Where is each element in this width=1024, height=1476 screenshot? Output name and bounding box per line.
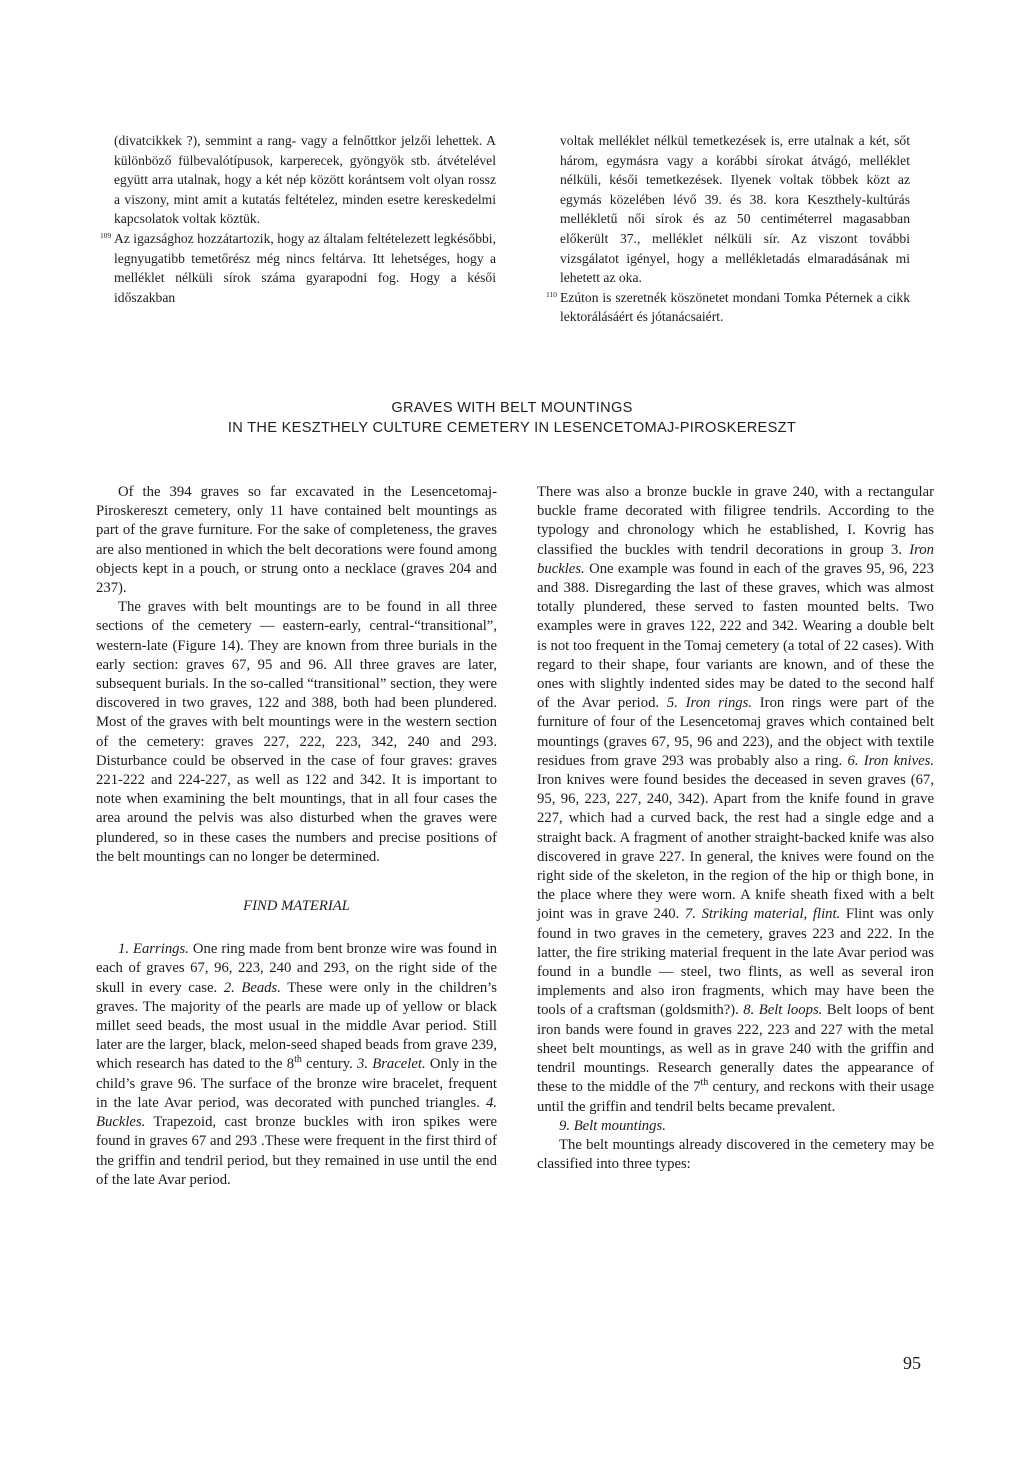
footnote-number: 110: [546, 289, 557, 299]
paragraph-finds-continued: There was also a bronze buckle in grave 240, with a rectangular buckle frame decorated with filigree tendrils. According to the typology and chronology which he established, I. Kovrig has classified the buckles with tendril decorations in group 3. Iron buckles. One example was found in each of the graves 95, 96, 223 and 388. Disregarding the last of these graves, which was almost totally plundered, these served to fasten mounted belts. Two examples were in graves 122, 222 and 342. Wearing a double belt is not too frequent in the Tomaj cemetery (a total of 22 cases). With regard to their shape, four variants are known, and of these the ones with slightly indented sides may be dated to the second half of the Avar period. 5. Iron rings. Iron rings were part of the furniture of four of the Lesencetomaj graves which contained belt mountings (graves 67, 95, 96 and 223), and the object with textile residues from grave 293 was probably also a ring. 6. Iron knives. Iron knives were found besides the deceased in seven graves (67, 95, 96, 223, 227, 240, 342). Apart from the knife found in grave 227, which had a curved back, the rest had a single edge and a straight back. A fragment of another straight-backed knife was also discovered in grave 227. In general, the knives were found on the right side of the skeleton, in the region of the hip or thigh bone, in the place where they were worn. A knife sheath fixed with a belt joint was in grave 240. 7. Striking material, flint. Flint was only found in two graves in the cemetery, graves 223 and 222. In the latter, the fire striking material frequent in the late Avar period was found in a bundle — steel, two flints, as well as several iron implements and also iron fragments, which may have been the tools of a craftsman (goldsmith?). 8. Belt loops. Belt loops of bent iron bands were found in graves 222, 223 and 227 with the metal sheet belt mountings, as well as in grave 240 with the griffin and tendril mountings. Research generally dates the appearance of these to the middle of the 7th century, and reckons with their usage until the griffin and tendril belts became prevalent.: [537, 484, 935, 1115]
footnote-number: 109: [100, 230, 112, 240]
item-heading: 3. Bracelet.: [357, 1056, 426, 1073]
item-heading: Iron buckles.: [537, 541, 934, 577]
item-heading: 4. Buckles.: [96, 1094, 497, 1131]
item-heading-belt-mountings: 9. Belt mountings.: [559, 1117, 666, 1134]
item-heading: 5. Iron rings.: [666, 695, 753, 712]
footnote-110: [546, 288, 910, 327]
main-left-column: [96, 483, 497, 1190]
footnote-left-column: [100, 131, 496, 307]
main-right-column: [537, 483, 934, 1174]
footnote-text: Ezúton is szeretnék köszönetet mondani Tomka Péternek a cikk lektorálásáért és jótanácsaiért.: [560, 289, 910, 325]
article-title-line-2: IN THE KESZTHELY CULTURE CEMETERY IN LESENCETOMAJ-PIROSKERESZT: [227, 420, 797, 436]
footnote-text: Az igazsághoz hozzátartozik, hogy az általam feltételezett legkésőbbi, legnyugatibb temetőrész még nincs feltárva. Itt lehetséges, hogy a melléklet nélküli sírok száma gyarapodni fog. Hogy a késői időszakban: [114, 230, 496, 305]
item-heading: 1. Earrings.: [118, 941, 189, 958]
footnote-109: [100, 229, 496, 307]
item-heading: 8. Belt loops.: [743, 1002, 823, 1019]
article-title: [0, 398, 1024, 438]
footnote-108-continuation: (divatcikkek ?), semmint a rang- vagy a felnőttkor jelzői lehettek. A különböző fülbevalótípusok, karperecek, gyöngyök stb. átvételével együtt arra utalnak, hogy a két nép között korántsem volt olyan rossz a viszony, mint amit a kutatás feltételez, minden esetre kereskedelmi kapcsolatok voltak köztük.: [114, 133, 496, 227]
item-heading: 6. Iron knives.: [847, 752, 934, 769]
item-heading: 2. Beads.: [223, 979, 281, 996]
item-heading: 7. Striking material, flint.: [684, 906, 841, 923]
paragraph-finds: 1. Earrings. One ring made from bent bronze wire was found in each of graves 67, 96, 223, 240 and 293, on the right side of the skull in every case. 2. Beads. These were only in the children’s graves. The majority of the pearls are made up of yellow or black millet seed beads, the most usual in the middle Avar period. Still later are the larger, black, melon-seed shaped beads from grave 239, which research has dated to the 8th century. 3. Bracelet. Only in the child’s grave 96. The surface of the bronze wire bracelet, frequent in the late Avar period, was decorated with punched triangles. 4. Buckles. Trapezoid, cast bronze buckles with iron spikes were found in graves 67 and 293 .These were frequent in the first third of the griffin and tendril period, but they remained in use until the end of the late Avar period.: [96, 941, 498, 1188]
footnote-109-continuation: voltak melléklet nélkül temetkezések is, erre utalnak a két, sőt három, egymásra vagy a korábbi sírokat átvágó, melléklet nélküli, késői temetkezések. Ilyenek voltak többek közt az egymás közelében lévő 39. és 38. kora Keszthely-kultúrás mellékletű női sírok és az 50 centiméterrel magasabban előkerült 37., melléklet nélküli sír. Az viszont további vizsgálatot igényel, hogy a mellékletadás elmaradásának mi lehetett az oka.: [560, 133, 910, 286]
page-number: 95: [903, 1353, 921, 1373]
section-heading: FIND MATERIAL: [243, 898, 350, 915]
paragraph-sections: The graves with belt mountings are to be found in all three sections of the cemetery — eastern-early, central-“transitional”, western-late (Figure 14). They are known from three burials in the early section: graves 67, 95 and 96. All three graves are later, subsequent burials. In the so-called “transitional” section, they were discovered in two graves, 122 and 388, both had been plundered. Most of the graves with belt mountings were in the western section of the cemetery: graves 227, 222, 223, 342, 240 and 293. Disturbance could be observed in the case of four graves: graves 221-222 and 224-227, as well as 122 and 342. It is important to note when examining the belt mountings, that in all four cases the area around the pelvis was also disturbed when the graves were plundered, so in these cases the numbers and precise positions of the belt mountings can no longer be determined.: [96, 599, 497, 865]
footnote-right-column: [546, 131, 910, 327]
article-title-line-1: GRAVES WITH BELT MOUNTINGS: [391, 400, 633, 416]
paragraph-intro: Of the 394 graves so far excavated in the Lesencetomaj-Piroskereszt cemetery, only 11 have contained belt mountings as part of the grave furniture. For the sake of completeness, the graves are also mentioned in which the belt decorations were found among objects kept in a pouch, or strung onto a necklace (graves 204 and 237).: [96, 484, 497, 597]
paragraph-belt-mountings: The belt mountings already discovered in the cemetery may be classified into three types:: [537, 1136, 934, 1173]
